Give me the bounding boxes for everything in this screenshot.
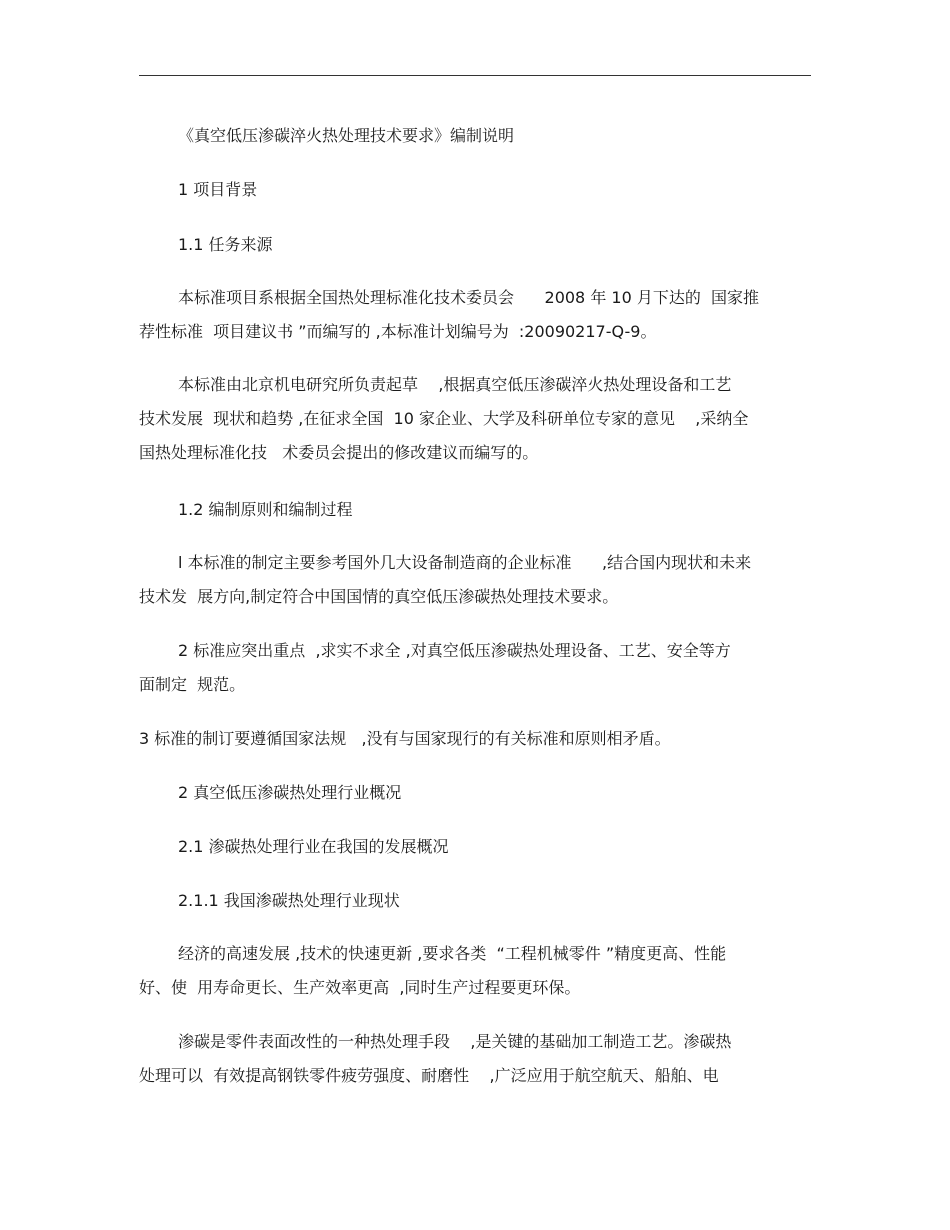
subsection-heading	[139, 493, 799, 527]
text-line: 3 标准的制订要遵循国家法规 ,没有与国家现行的有关标准和原则相矛盾。	[139, 729, 671, 748]
list-item	[139, 546, 799, 614]
subsubsection-heading	[139, 884, 799, 918]
list-item	[139, 634, 799, 702]
text-line: 本标准由北京机电研究所负责起草 ,根据真空低压渗碳淬火热处理设备和工艺	[178, 375, 732, 394]
text-line: 1.2 编制原则和编制过程	[178, 500, 353, 519]
text-line: 2.1 渗碳热处理行业在我国的发展概况	[178, 837, 449, 856]
text-line: 《真空低压渗碳淬火热处理技术要求》编制说明	[178, 126, 515, 145]
header-rule	[139, 75, 811, 76]
list-item	[139, 722, 799, 756]
text-line: 渗碳是零件表面改性的一种热处理手段 ,是关键的基础加工制造工艺。渗碳热	[178, 1032, 732, 1051]
text-line: 好、使 用寿命更长、生产效率更高 ,同时生产过程要更环保。	[139, 978, 581, 997]
text-line: 2 真空低压渗碳热处理行业概况	[178, 783, 402, 802]
text-line: 本标准项目系根据全国热处理标准化技术委员会 2008 年 10 月下达的 国家推	[178, 288, 760, 307]
text-line: 经济的高速发展 ,技术的快速更新 ,要求各类 “工程机械零件 ”精度更高、性能	[178, 944, 727, 963]
subsection-heading	[139, 228, 799, 262]
text-line: 荐性标准 项目建议书 ”而编写的 ,本标准计划编号为 :20090217-Q-9。	[139, 322, 657, 341]
text-line: 处理可以 有效提高钢铁零件疲劳强度、耐磨性 ,广泛应用于航空航天、船舶、电	[139, 1066, 719, 1085]
text-line: 技术发 展方向,制定符合中国国情的真空低压渗碳热处理技术要求。	[139, 587, 619, 606]
subsection-heading	[139, 830, 799, 864]
body-paragraph	[139, 937, 799, 1005]
body-paragraph	[139, 1025, 799, 1093]
text-line: 2 标准应突出重点 ,求实不求全 ,对真空低压渗碳热处理设备、工艺、安全等方	[178, 641, 731, 660]
text-line: 1 项目背景	[178, 180, 258, 199]
body-paragraph	[139, 281, 799, 349]
text-line: 国热处理标准化技 术委员会提出的修改建议而编写的。	[139, 443, 539, 462]
document-title	[139, 119, 799, 153]
section-heading	[139, 776, 799, 810]
text-line: 1.1 任务来源	[178, 235, 273, 254]
text-line: 面制定 规范。	[139, 675, 246, 694]
text-line: 2.1.1 我国渗碳热处理行业现状	[178, 891, 400, 910]
section-heading	[139, 173, 799, 207]
text-line: 技术发展 现状和趋势 ,在征求全国 10 家企业、大学及科研单位专家的意见 ,采纳全	[139, 409, 749, 428]
body-paragraph	[139, 368, 799, 470]
text-line: l 本标准的制定主要参考国外几大设备制造商的企业标准 ,结合国内现状和未来	[178, 553, 752, 572]
